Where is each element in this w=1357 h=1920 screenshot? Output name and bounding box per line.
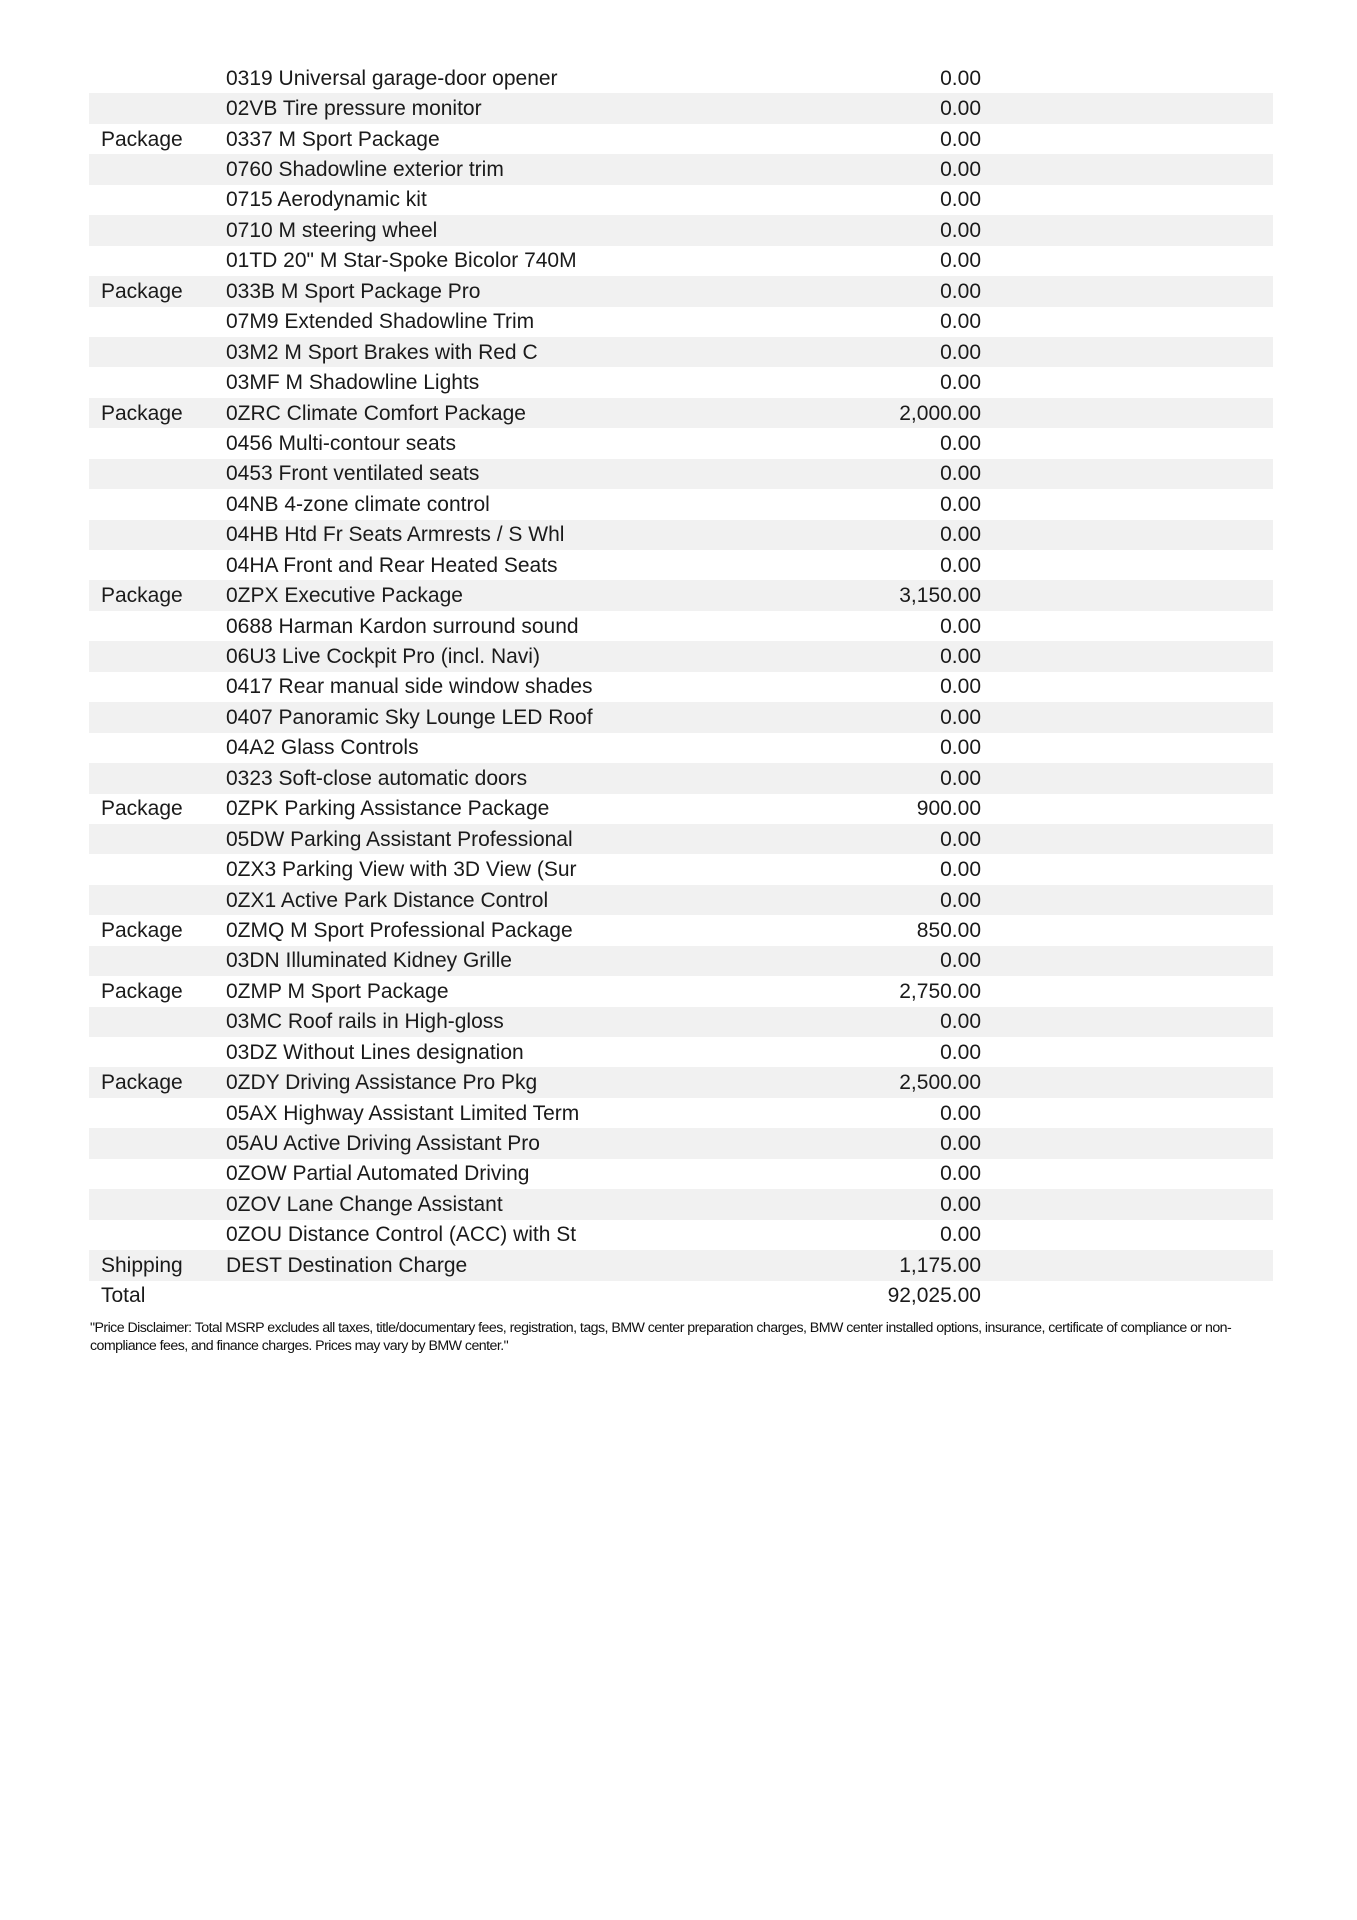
option-row — [89, 520, 1273, 550]
row-description: 0ZPK Parking Assistance Package — [226, 797, 550, 821]
row-spacer — [981, 854, 1273, 884]
row-spacer — [981, 1189, 1273, 1219]
row-description: 04HB Htd Fr Seats Armrests / S Whl — [226, 520, 681, 550]
row-price: 850.00 — [916, 918, 981, 942]
row-description: DEST Destination Charge — [226, 1250, 681, 1280]
option-row — [89, 1159, 1273, 1189]
row-description: 03MC Roof rails in High-gloss — [226, 1007, 681, 1037]
row-category — [89, 246, 226, 276]
row-description: 0760 Shadowline exterior trim — [226, 154, 681, 184]
row-category — [89, 946, 226, 976]
option-row — [89, 702, 1273, 732]
row-spacer — [981, 185, 1273, 215]
row-description: 04NB 4-zone climate control — [226, 492, 490, 516]
row-description: 02VB Tire pressure monitor — [226, 93, 681, 123]
price-disclaimer: "Price Disclaimer: Total MSRP excludes all taxes, title/documentary fees, registration, tags, BMW center preparation charges, BMW center installed options, insurance, certificate of compliance or non-compliance fees, and finance charges. Prices may vary by BMW center." — [90, 1320, 1232, 1354]
row-category: Package — [101, 797, 183, 821]
row-description: 07M9 Extended Shadowline Trim — [226, 310, 535, 334]
row-category — [89, 1159, 226, 1189]
row-description: 0ZMP M Sport Package — [226, 979, 449, 1003]
row-description: 0319 Universal garage-door opener — [226, 66, 558, 90]
row-category — [89, 702, 226, 732]
row-category: Package — [101, 918, 183, 942]
option-row — [89, 63, 1273, 93]
row-price: 2,000.00 — [681, 398, 981, 428]
row-price: 0.00 — [940, 310, 981, 334]
total-row — [89, 1281, 1273, 1311]
row-price: 0.00 — [681, 1128, 981, 1158]
row-price: 3,150.00 — [681, 580, 981, 610]
row-category — [89, 489, 226, 519]
option-row — [89, 1067, 1273, 1097]
row-description: 0ZRC Climate Comfort Package — [226, 398, 681, 428]
row-price: 0.00 — [681, 702, 981, 732]
option-row — [89, 93, 1273, 123]
row-price: 900.00 — [916, 797, 981, 821]
row-price: 92,025.00 — [887, 1284, 981, 1308]
row-description: 05AX Highway Assistant Limited Term — [226, 1101, 580, 1125]
row-price: 0.00 — [940, 1040, 981, 1064]
option-row — [89, 1189, 1273, 1219]
row-spacer — [981, 367, 1273, 397]
row-price: 0.00 — [681, 1189, 981, 1219]
option-row — [89, 428, 1273, 458]
row-spacer — [981, 489, 1273, 519]
option-row — [89, 763, 1273, 793]
row-category — [89, 763, 226, 793]
row-spacer — [981, 93, 1273, 123]
options-table-body — [89, 63, 1273, 1311]
row-price: 0.00 — [681, 154, 981, 184]
row-spacer — [981, 1007, 1273, 1037]
row-category — [89, 611, 226, 641]
row-spacer — [981, 1037, 1273, 1067]
row-spacer — [981, 1159, 1273, 1189]
row-price: 0.00 — [681, 824, 981, 854]
row-category — [89, 1220, 226, 1250]
row-price: 0.00 — [940, 371, 981, 395]
row-category — [89, 1189, 226, 1219]
row-spacer — [981, 459, 1273, 489]
row-spacer — [981, 641, 1273, 671]
row-spacer — [981, 1128, 1273, 1158]
row-spacer — [981, 246, 1273, 276]
row-category: Shipping — [89, 1250, 226, 1280]
row-category — [89, 550, 226, 580]
row-price: 0.00 — [940, 127, 981, 151]
row-price: 0.00 — [681, 885, 981, 915]
option-row — [89, 611, 1273, 641]
row-category: Package — [89, 398, 226, 428]
row-price: 0.00 — [681, 337, 981, 367]
option-row — [89, 946, 1273, 976]
row-category — [89, 1128, 226, 1158]
option-row — [89, 459, 1273, 489]
row-category — [89, 459, 226, 489]
option-row — [89, 215, 1273, 245]
row-category — [89, 63, 226, 93]
option-row — [89, 246, 1273, 276]
option-row — [89, 854, 1273, 884]
row-spacer — [981, 611, 1273, 641]
row-price: 0.00 — [940, 614, 981, 638]
row-category — [89, 1007, 226, 1037]
row-spacer — [981, 976, 1273, 1006]
row-description: 0ZMQ M Sport Professional Package — [226, 918, 573, 942]
row-price: 0.00 — [681, 93, 981, 123]
option-row — [89, 1128, 1273, 1158]
row-description: 03DZ Without Lines designation — [226, 1040, 524, 1064]
row-category: Package — [101, 979, 183, 1003]
row-spacer — [981, 794, 1273, 824]
row-price: 0.00 — [681, 763, 981, 793]
row-price: 0.00 — [940, 66, 981, 90]
row-price: 2,750.00 — [899, 979, 981, 1003]
row-spacer — [981, 520, 1273, 550]
row-spacer — [981, 63, 1273, 93]
row-category — [89, 185, 226, 215]
row-description: 03MF M Shadowline Lights — [226, 371, 480, 395]
row-spacer — [981, 1281, 1273, 1311]
row-description: 0688 Harman Kardon surround sound — [226, 614, 579, 638]
row-category — [89, 215, 226, 245]
row-price: 0.00 — [681, 215, 981, 245]
row-spacer — [981, 1250, 1273, 1280]
option-row — [89, 976, 1273, 1006]
row-category — [89, 824, 226, 854]
row-category — [89, 854, 226, 884]
option-row — [89, 641, 1273, 671]
row-category — [89, 154, 226, 184]
row-description: 0ZOV Lane Change Assistant — [226, 1189, 681, 1219]
row-spacer — [981, 915, 1273, 945]
row-spacer — [981, 733, 1273, 763]
option-row — [89, 1220, 1273, 1250]
option-row — [89, 794, 1273, 824]
option-row — [89, 550, 1273, 580]
option-row — [89, 398, 1273, 428]
row-category — [89, 428, 226, 458]
option-row — [89, 337, 1273, 367]
row-description — [226, 1281, 681, 1311]
row-description: 0ZDY Driving Assistance Pro Pkg — [226, 1067, 681, 1097]
option-row — [89, 1250, 1273, 1280]
row-price: 0.00 — [681, 946, 981, 976]
row-price: 0.00 — [681, 276, 981, 306]
row-spacer — [981, 580, 1273, 610]
option-row — [89, 1098, 1273, 1128]
row-description: 0ZX3 Parking View with 3D View (Sur — [226, 858, 577, 882]
row-description: 0337 M Sport Package — [226, 127, 440, 151]
row-category — [89, 1037, 226, 1067]
row-category — [89, 520, 226, 550]
row-description: 0407 Panoramic Sky Lounge LED Roof — [226, 702, 681, 732]
row-spacer — [981, 1220, 1273, 1250]
row-price: 0.00 — [681, 1007, 981, 1037]
row-spacer — [981, 885, 1273, 915]
row-description: 033B M Sport Package Pro — [226, 276, 681, 306]
row-spacer — [981, 215, 1273, 245]
option-row — [89, 672, 1273, 702]
row-description: 0417 Rear manual side window shades — [226, 675, 593, 699]
row-price: 0.00 — [940, 858, 981, 882]
row-category — [89, 1098, 226, 1128]
row-category — [89, 93, 226, 123]
option-row — [89, 733, 1273, 763]
row-category: Package — [89, 1067, 226, 1097]
row-price: 0.00 — [940, 431, 981, 455]
row-spacer — [981, 763, 1273, 793]
option-row — [89, 885, 1273, 915]
row-price: 1,175.00 — [681, 1250, 981, 1280]
row-category — [89, 307, 226, 337]
row-price: 0.00 — [940, 249, 981, 273]
option-row — [89, 824, 1273, 854]
row-description: 0ZX1 Active Park Distance Control — [226, 885, 681, 915]
row-price: 0.00 — [681, 520, 981, 550]
row-price: 0.00 — [940, 1162, 981, 1186]
options-price-table — [89, 63, 1273, 1311]
row-spacer — [981, 398, 1273, 428]
option-row — [89, 915, 1273, 945]
row-description: 0323 Soft-close automatic doors — [226, 763, 681, 793]
row-spacer — [981, 154, 1273, 184]
option-row — [89, 367, 1273, 397]
row-category: Package — [89, 276, 226, 306]
option-row — [89, 124, 1273, 154]
row-price: 0.00 — [940, 1101, 981, 1125]
row-category: Package — [101, 127, 183, 151]
row-spacer — [981, 946, 1273, 976]
row-spacer — [981, 702, 1273, 732]
row-description: 03DN Illuminated Kidney Grille — [226, 946, 681, 976]
row-price: 2,500.00 — [681, 1067, 981, 1097]
row-category — [89, 641, 226, 671]
option-row — [89, 580, 1273, 610]
row-price: 0.00 — [940, 188, 981, 212]
option-row — [89, 1007, 1273, 1037]
row-spacer — [981, 672, 1273, 702]
row-price: 0.00 — [681, 641, 981, 671]
row-description: 0ZOU Distance Control (ACC) with St — [226, 1223, 577, 1247]
row-description: 0ZPX Executive Package — [226, 580, 681, 610]
row-spacer — [981, 307, 1273, 337]
option-row — [89, 307, 1273, 337]
row-category — [89, 337, 226, 367]
row-description: 0456 Multi-contour seats — [226, 431, 456, 455]
row-price: 0.00 — [681, 459, 981, 489]
row-price: 0.00 — [940, 553, 981, 577]
row-description: 05AU Active Driving Assistant Pro — [226, 1128, 681, 1158]
row-description: 0710 M steering wheel — [226, 215, 681, 245]
row-description: 01TD 20" M Star-Spoke Bicolor 740M — [226, 249, 577, 273]
row-spacer — [981, 1067, 1273, 1097]
row-category — [89, 672, 226, 702]
option-row — [89, 1037, 1273, 1067]
row-description: 06U3 Live Cockpit Pro (incl. Navi) — [226, 641, 681, 671]
row-description: 05DW Parking Assistant Professional — [226, 824, 681, 854]
row-description: 0453 Front ventilated seats — [226, 459, 681, 489]
row-price: 0.00 — [940, 736, 981, 760]
row-spacer — [981, 124, 1273, 154]
row-spacer — [981, 428, 1273, 458]
row-description: 0715 Aerodynamic kit — [226, 188, 427, 212]
row-category: Total — [101, 1284, 146, 1308]
row-category: Package — [89, 580, 226, 610]
row-price: 0.00 — [940, 1223, 981, 1247]
row-description: 04HA Front and Rear Heated Seats — [226, 553, 558, 577]
row-spacer — [981, 824, 1273, 854]
option-row — [89, 489, 1273, 519]
row-category — [89, 367, 226, 397]
row-description: 03M2 M Sport Brakes with Red C — [226, 337, 681, 367]
option-row — [89, 276, 1273, 306]
row-price: 0.00 — [940, 675, 981, 699]
row-description: 04A2 Glass Controls — [226, 736, 419, 760]
option-row — [89, 185, 1273, 215]
row-description: 0ZOW Partial Automated Driving — [226, 1162, 530, 1186]
row-category — [89, 733, 226, 763]
row-spacer — [981, 1098, 1273, 1128]
row-category — [89, 885, 226, 915]
option-row — [89, 154, 1273, 184]
row-spacer — [981, 550, 1273, 580]
row-price: 0.00 — [940, 492, 981, 516]
row-spacer — [981, 337, 1273, 367]
row-spacer — [981, 276, 1273, 306]
